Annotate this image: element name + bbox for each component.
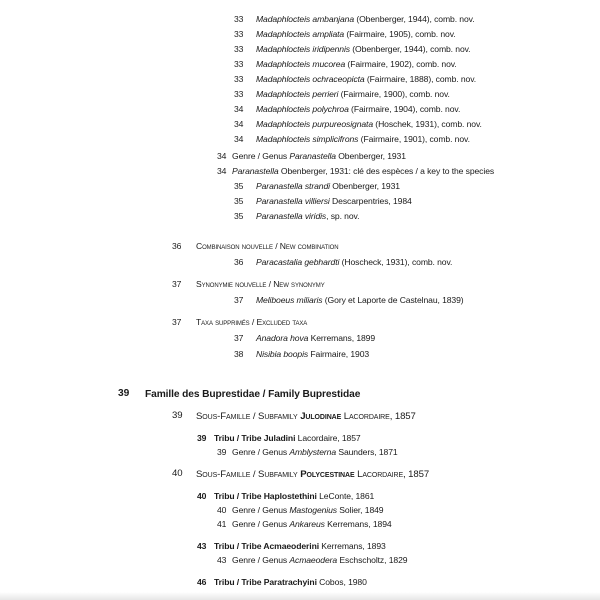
entry-text — [214, 540, 386, 552]
entry-text-part: Obenberger, 1931 — [335, 151, 406, 161]
entry-text — [256, 332, 375, 344]
page-number: 39 — [172, 410, 183, 421]
page-number: 33 — [234, 59, 244, 69]
page-number: 43 — [197, 541, 207, 551]
entry-text — [232, 554, 407, 566]
entry-text-part: Kerremans, 1894 — [324, 519, 392, 529]
entry-text-part: (Hoschek, 1931), comb. nov. — [373, 119, 482, 129]
entry-text-part: Fairmaire, 1903 — [308, 349, 370, 359]
page-number: 46 — [197, 577, 207, 587]
entry-text-part: Julodinae — [300, 411, 342, 422]
entry-text — [256, 133, 470, 145]
entry-text — [196, 278, 325, 290]
entry-text-part: Lacordaire, 1857 — [341, 411, 416, 422]
entry-text-part: Anadora hova — [256, 333, 309, 343]
entry-text-part: (Fairmaire, 1904), comb. nov. — [348, 104, 461, 114]
entry-text-part: Tribu / Tribe — [214, 491, 264, 501]
entry-text-part: Lacordaire, 1857 — [354, 469, 430, 480]
entry-text-part: Genre / Genus — [232, 555, 290, 565]
entry-text-part: Genre / Genus — [232, 151, 290, 161]
entry-text-part: Tribu / Tribe — [214, 577, 264, 587]
entry-text-part: Madaphlocteis ambanjana — [256, 14, 355, 24]
page-number: 33 — [234, 14, 244, 24]
entry-text — [196, 410, 416, 423]
page-number: 34 — [234, 134, 244, 144]
entry-text — [214, 432, 361, 444]
entry-text-part: Paranastella villiersi — [256, 196, 330, 206]
entry-text-part: (Obenberger, 1944), comb. nov. — [350, 44, 471, 54]
entry-text-part: LeConte, 1861 — [316, 491, 375, 501]
page-number: 37 — [172, 317, 182, 327]
entry-text-part: Obenberger, 1931: clé des espèces / a key to the species — [278, 166, 495, 176]
entry-text — [214, 576, 367, 588]
page-number: 39 — [217, 447, 227, 457]
entry-text-part: Sous-Famille / Subfamily — [196, 469, 301, 480]
page-number: 35 — [234, 181, 244, 191]
entry-text-part: Eschscholtz, 1829 — [337, 555, 408, 565]
entry-text-part: Madaphlocteis mucorea — [256, 59, 346, 69]
entry-text-part: Madaphlocteis polychroa — [256, 104, 349, 114]
entry-text-part: Madaphlocteis ampliata — [256, 29, 345, 39]
page-number: 41 — [217, 519, 227, 529]
entry-text-part: , sp. nov. — [326, 211, 360, 221]
entry-text-part: Madaphlocteis ochraceopicta — [256, 74, 365, 84]
entry-text-part: Genre / Genus — [232, 447, 290, 457]
entry-text — [256, 28, 456, 40]
entry-text-part: Paratrachyini — [263, 577, 317, 587]
entry-text — [256, 210, 359, 222]
entry-text-part: Taxa supprimés / Excluded taxa — [196, 317, 308, 327]
entry-text-part: Paranastella viridis — [256, 211, 327, 221]
entry-text-part: Paranastella — [232, 166, 279, 176]
page-number: 33 — [234, 89, 244, 99]
entry-text-part: Kerremans, 1893 — [319, 541, 386, 551]
entry-text-part: Genre / Genus — [232, 519, 290, 529]
entry-text-part: Juladini — [263, 433, 296, 443]
entry-text — [256, 195, 412, 207]
entry-text — [145, 388, 360, 401]
entry-text-part: Haplostethini — [263, 491, 317, 501]
entry-text-part: Acmaeodera — [289, 555, 338, 565]
entry-text-part: Tribu / Tribe — [214, 433, 264, 443]
entry-text-part: Paracastalia gebhardti — [256, 257, 340, 267]
page-number: 33 — [234, 44, 244, 54]
entry-text-part: Madaphlocteis purpureosignata — [256, 119, 374, 129]
entry-text-part: (Obenberger, 1944), comb. nov. — [354, 14, 475, 24]
entry-text-part: Paranastella strandi — [256, 181, 330, 191]
page-number: 34 — [217, 166, 227, 176]
entry-text-part: Madaphlocteis iridipennis — [256, 44, 350, 54]
page-number: 38 — [234, 349, 244, 359]
entry-text — [232, 504, 383, 516]
entry-text-part: Ankareus — [289, 519, 325, 529]
entry-text — [256, 348, 369, 360]
entry-text-part: Solier, 1849 — [337, 505, 384, 515]
entry-text-part: Combinaison nouvelle / New combination — [196, 241, 339, 251]
entry-text-part: Lacordaire, 1857 — [295, 433, 361, 443]
entry-text — [214, 490, 374, 502]
page-number: 40 — [217, 505, 227, 515]
entry-text-part: Acmaeoderini — [263, 541, 320, 551]
entry-text — [256, 58, 457, 70]
entry-text — [232, 150, 406, 162]
page-number: 40 — [172, 468, 183, 479]
entry-text-part: (Hoscheck, 1931), comb. nov. — [339, 257, 453, 267]
page-number: 37 — [172, 279, 182, 289]
entry-text-part: Paranastella — [289, 151, 336, 161]
entry-text — [196, 468, 429, 481]
entry-text-part: (Gory et Laporte de Castelnau, 1839) — [322, 295, 464, 305]
entry-text-part: Famille des Buprestidae / Family Buprestidae — [145, 389, 361, 400]
entry-text-part: (Fairmaire, 1901), comb. nov. — [358, 134, 470, 144]
entry-text-part: Kerremans, 1899 — [308, 333, 376, 343]
entry-text-part: Polycestinae — [300, 469, 355, 480]
entry-text-part: (Fairmaire, 1902), comb. nov. — [345, 59, 457, 69]
page-bottom-shadow — [0, 592, 600, 600]
entry-text-part: Madaphlocteis simplicifrons — [256, 134, 359, 144]
entry-text — [256, 256, 452, 268]
page-number: 34 — [234, 104, 244, 114]
entry-text-part: Tribu / Tribe — [214, 541, 264, 551]
entry-text-part: Obenberger, 1931 — [329, 181, 400, 191]
entry-text — [232, 446, 398, 458]
entry-text-part: Descarpentries, 1984 — [329, 196, 412, 206]
entry-text — [232, 518, 392, 530]
page-number: 33 — [234, 74, 244, 84]
entry-text — [256, 103, 460, 115]
entry-text-part: Cobos, 1980 — [316, 577, 367, 587]
entry-text — [256, 294, 464, 306]
entry-text-part: Amblysterna — [289, 447, 337, 457]
entry-text — [256, 118, 482, 130]
entry-text — [256, 88, 450, 100]
page-number: 40 — [197, 491, 207, 501]
page-number: 34 — [234, 119, 244, 129]
entry-text-part: (Fairmaire, 1900), comb. nov. — [338, 89, 450, 99]
entry-text-part: Synonymie nouvelle / New synonymy — [196, 279, 325, 289]
entry-text-part: Mastogenius — [289, 505, 337, 515]
entry-text-part: Meliboeus miliaris — [256, 295, 323, 305]
entry-text-part: Sous-Famille / Subfamily — [196, 411, 301, 422]
page-number: 34 — [217, 151, 227, 161]
entry-text — [256, 180, 400, 192]
entry-text-part: Genre / Genus — [232, 505, 290, 515]
entry-text — [196, 316, 307, 328]
entry-text — [256, 13, 475, 25]
page-number: 35 — [234, 211, 244, 221]
entry-text-part: Nisibia boopis — [256, 349, 309, 359]
entry-text-part: (Fairmaire, 1905), comb. nov. — [344, 29, 456, 39]
entry-text-part: (Fairmaire, 1888), comb. nov. — [364, 74, 477, 84]
page-number: 36 — [234, 257, 244, 267]
entry-text-part: Saunders, 1871 — [336, 447, 398, 457]
entry-text — [256, 73, 476, 85]
entry-text — [196, 240, 338, 252]
entry-text — [256, 43, 470, 55]
page-number: 37 — [234, 295, 244, 305]
page-number: 36 — [172, 241, 182, 251]
page-number: 35 — [234, 196, 244, 206]
page-number: 39 — [118, 388, 130, 399]
page-number: 43 — [217, 555, 227, 565]
page-number: 39 — [197, 433, 207, 443]
entry-text — [232, 165, 494, 177]
entry-text-part: Madaphlocteis perrieri — [256, 89, 339, 99]
page-number: 33 — [234, 29, 244, 39]
page-number: 37 — [234, 333, 244, 343]
